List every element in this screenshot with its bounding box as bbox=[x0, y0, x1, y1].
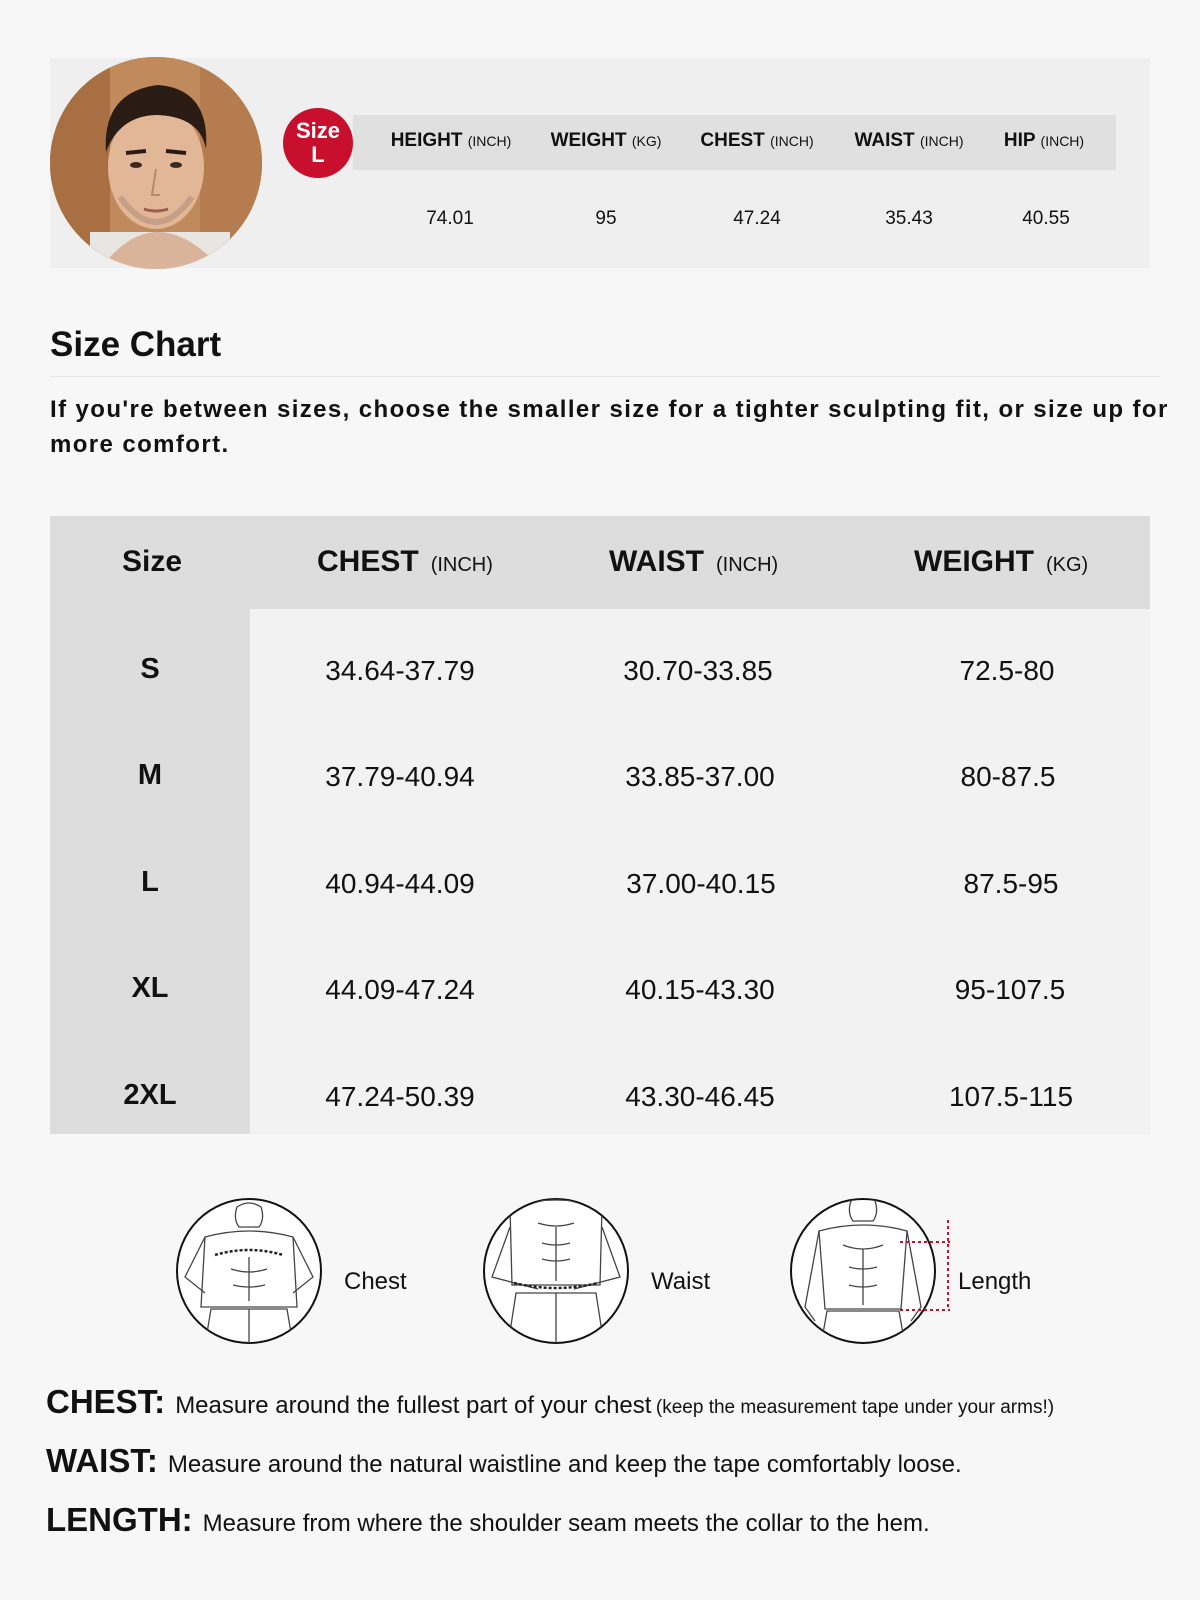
column-header-waist bbox=[609, 545, 778, 579]
chest-measure-illustration bbox=[175, 1197, 323, 1345]
model-header-waist bbox=[851, 130, 967, 152]
header-label: HEIGHT bbox=[390, 130, 463, 151]
row-l-weight: 87.5-95 bbox=[963, 868, 1059, 899]
chest-illustration-label: Chest bbox=[344, 1268, 407, 1295]
model-photo bbox=[50, 57, 262, 269]
model-value-waist: 35.43 bbox=[885, 208, 933, 229]
header-unit: (INCH) bbox=[467, 133, 512, 149]
instruction-length-key: LENGTH: bbox=[46, 1501, 193, 1538]
instruction-waist-key: WAIST: bbox=[46, 1442, 158, 1479]
model-value-height: 74.01 bbox=[426, 208, 474, 229]
row-s-chest: 34.64-37.79 bbox=[325, 655, 475, 686]
size-chart-note: If you're between sizes, choose the smaller size for a tighter sculpting fit, or size up for more comfort. bbox=[50, 396, 1169, 458]
row-xl-waist: 40.15-43.30 bbox=[625, 974, 775, 1005]
model-header-chest bbox=[697, 130, 817, 152]
model-header-height bbox=[388, 130, 514, 152]
instruction-chest-key: CHEST: bbox=[46, 1383, 166, 1420]
column-label: WAIST bbox=[609, 545, 704, 578]
header-unit: (KG) bbox=[631, 133, 662, 149]
instruction-length-text: Measure from where the shoulder seam meets the collar to the hem. bbox=[202, 1510, 930, 1537]
column-header-size bbox=[122, 545, 182, 579]
waist-measure-icon bbox=[482, 1197, 630, 1345]
row-l-size: L bbox=[141, 866, 159, 898]
row-l-chest: 40.94-44.09 bbox=[325, 868, 475, 899]
model-value-chest: 47.24 bbox=[733, 208, 781, 229]
column-label: CHEST bbox=[317, 545, 419, 578]
header-label: CHEST bbox=[700, 130, 765, 151]
size-badge-value: L bbox=[311, 142, 325, 167]
model-value-hip: 40.55 bbox=[1022, 208, 1070, 229]
row-m-waist: 33.85-37.00 bbox=[625, 761, 775, 792]
header-unit: (INCH) bbox=[919, 133, 964, 149]
column-label: Size bbox=[122, 545, 183, 578]
instruction-chest-text: Measure around the fullest part of your chest bbox=[175, 1392, 652, 1419]
header-unit: (INCH) bbox=[770, 133, 814, 149]
column-header-chest bbox=[317, 545, 493, 579]
instruction-waist-text: Measure around the natural waistline and keep the tape comfortably loose. bbox=[167, 1451, 962, 1478]
row-l-waist: 37.00-40.15 bbox=[626, 868, 776, 899]
row-xl-weight: 95-107.5 bbox=[954, 974, 1066, 1005]
header-unit: (INCH) bbox=[1040, 133, 1085, 149]
column-label: WEIGHT bbox=[914, 545, 1034, 578]
chest-measure-icon bbox=[175, 1197, 323, 1345]
model-header-hip bbox=[998, 130, 1090, 152]
column-header-weight bbox=[914, 545, 1088, 579]
title-divider bbox=[50, 376, 1160, 377]
row-m-size: M bbox=[137, 759, 163, 791]
instruction-length bbox=[46, 1501, 930, 1539]
column-unit: (INCH) bbox=[716, 554, 779, 576]
length-guide-lines bbox=[900, 1218, 960, 1330]
row-s-weight: 72.5-80 bbox=[959, 655, 1055, 686]
row-s-size: S bbox=[140, 653, 160, 685]
header-label: WAIST bbox=[854, 130, 915, 151]
instruction-waist bbox=[46, 1442, 962, 1480]
instruction-chest bbox=[46, 1383, 1054, 1421]
row-xl-size: XL bbox=[131, 972, 169, 1004]
row-xl-chest: 44.09-47.24 bbox=[325, 974, 475, 1005]
size-badge bbox=[283, 108, 353, 178]
instruction-chest-note: (keep the measurement tape under your arms!) bbox=[655, 1397, 1055, 1418]
header-label: WEIGHT bbox=[550, 130, 627, 151]
waist-measure-illustration bbox=[482, 1197, 630, 1345]
size-badge-label: Size bbox=[295, 118, 341, 143]
model-photo-image bbox=[50, 57, 262, 269]
column-unit: (KG) bbox=[1046, 554, 1089, 576]
model-header-weight bbox=[547, 130, 665, 152]
column-unit: (INCH) bbox=[430, 554, 493, 576]
row-2xl-waist: 43.30-46.45 bbox=[625, 1081, 775, 1112]
model-value-weight: 95 bbox=[595, 208, 617, 229]
row-2xl-size: 2XL bbox=[123, 1079, 177, 1111]
row-2xl-weight: 107.5-115 bbox=[948, 1081, 1074, 1112]
row-m-chest: 37.79-40.94 bbox=[325, 761, 475, 792]
row-s-waist: 30.70-33.85 bbox=[623, 655, 773, 686]
size-chart-title: Size Chart bbox=[50, 325, 222, 364]
row-2xl-chest: 47.24-50.39 bbox=[325, 1081, 475, 1112]
header-label: HIP bbox=[1003, 130, 1036, 151]
row-m-weight: 80-87.5 bbox=[960, 761, 1056, 792]
length-illustration-label: Length bbox=[958, 1268, 1032, 1295]
waist-illustration-label: Waist bbox=[651, 1268, 711, 1295]
